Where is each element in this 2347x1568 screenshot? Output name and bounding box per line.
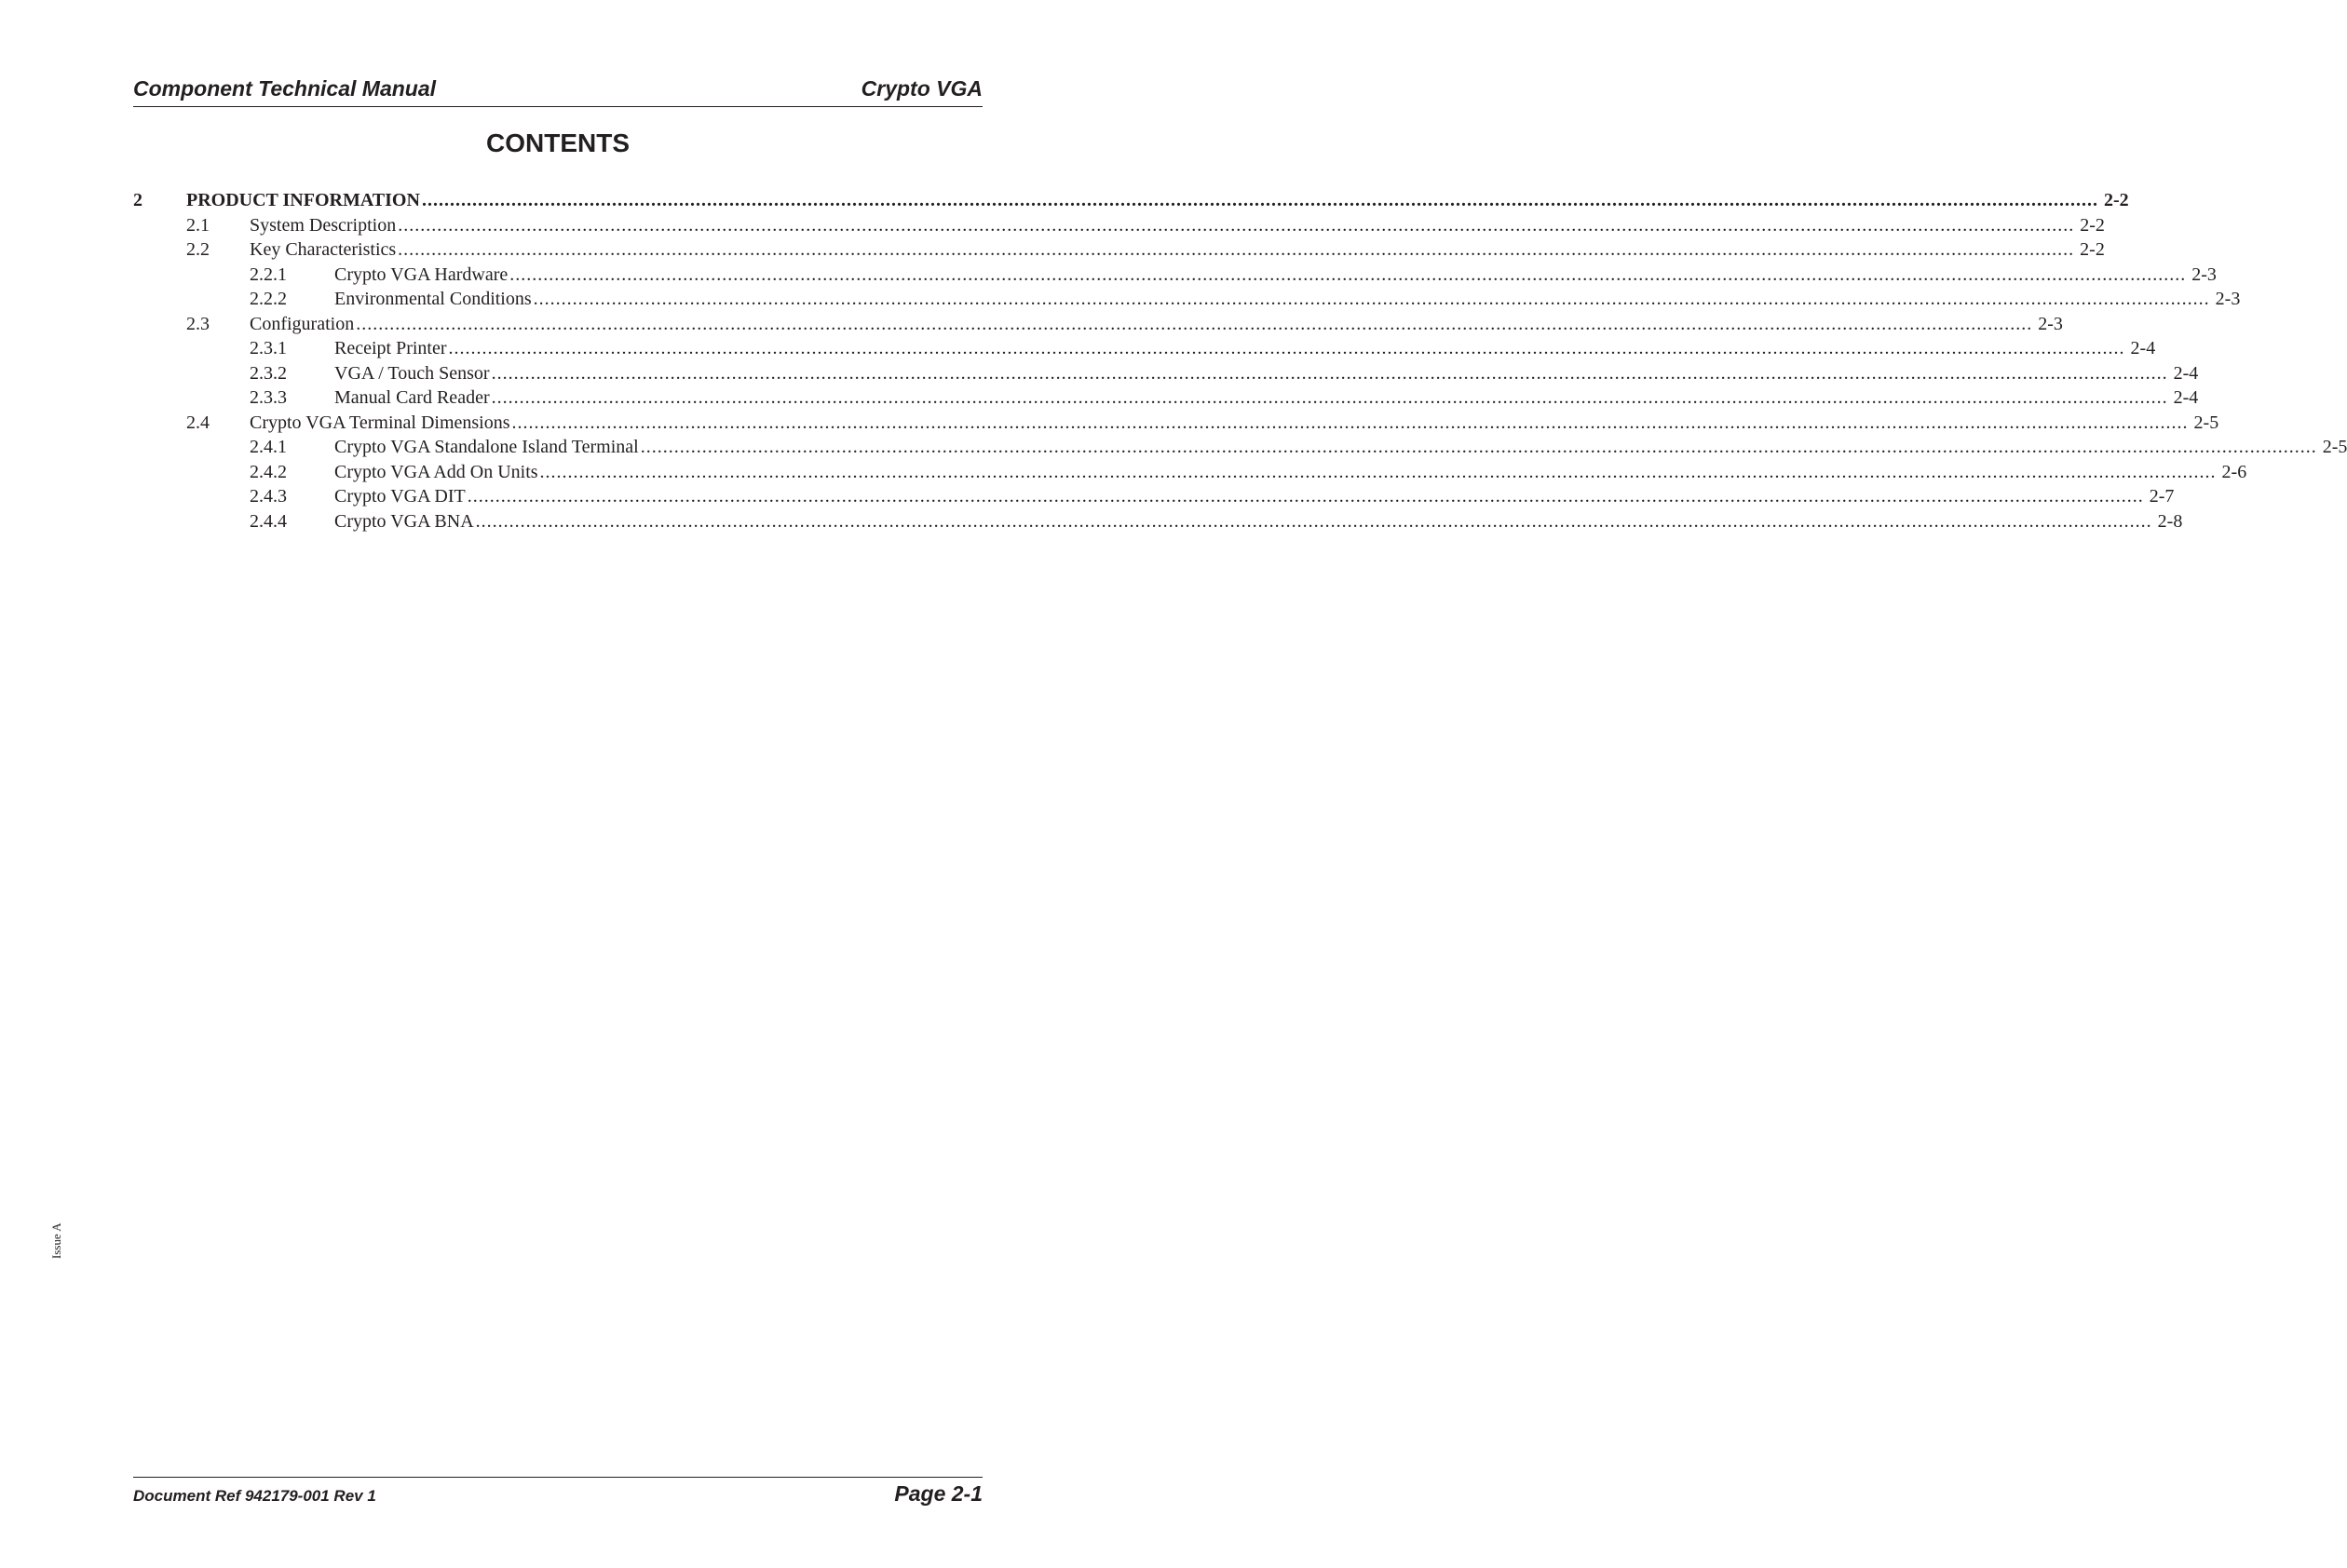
toc-leader-dots: ............................................................................................................................................................................................................................................................................................................ (640, 437, 2317, 457)
toc-entry[interactable] (250, 263, 2217, 287)
toc-leader-dots: ............................................................................................................................................................................................................................................................................................................ (511, 412, 2189, 433)
toc-entry-text (250, 312, 2063, 336)
toc-entry[interactable] (250, 336, 2156, 360)
toc-entry-number: 2 (133, 190, 142, 210)
toc-entry-label: Crypto VGA Hardware (334, 264, 509, 285)
toc-entry[interactable] (186, 237, 2105, 262)
toc-entry-page: 2-3 (2038, 313, 2063, 334)
toc-entry-page: 2-7 (2149, 486, 2175, 507)
toc-entry-number: 2.2.2 (250, 289, 287, 309)
toc-entry[interactable] (250, 361, 2199, 385)
toc-entry[interactable] (250, 509, 2183, 534)
toc-entry-page: 2-2 (2103, 190, 2129, 210)
toc-entry-page: 2-6 (2221, 461, 2247, 482)
toc-entry-label: Environmental Conditions (334, 289, 532, 309)
toc-entry-number: 2.3.2 (250, 362, 287, 384)
toc-entry-text (250, 411, 2219, 435)
toc-entry[interactable] (250, 287, 2241, 311)
toc-entry-number: 2.4 (186, 412, 210, 433)
toc-entry-label: Crypto VGA Standalone Island Terminal (334, 437, 639, 457)
toc-leader-dots: ............................................................................................................................................................................................................................................................................................................ (398, 214, 2075, 236)
toc-entry-page: 2-5 (2193, 412, 2219, 433)
toc-entry-text (334, 484, 2175, 508)
toc-entry-label: Receipt Printer (334, 338, 447, 358)
toc-leader-dots: ............................................................................................................................................................................................................................................................................................................ (533, 289, 2210, 309)
toc-entry-text (186, 188, 2129, 212)
toc-entry-number: 2.4.3 (250, 486, 287, 507)
toc-leader-dots: ............................................................................................................................................................................................................................................................................................................ (356, 313, 2033, 334)
toc-leader-dots: ............................................................................................................................................................................................................................................................................................................ (475, 510, 2152, 532)
issue-note: Issue A (49, 1223, 63, 1259)
toc-entry-number: 2.3 (186, 313, 210, 334)
toc-entry-number: 2.2 (186, 239, 210, 260)
toc-entry[interactable] (186, 213, 2105, 237)
toc-entry-number: 2.3.1 (250, 338, 287, 358)
toc-entry-text (334, 509, 2183, 534)
toc-entry-label: Manual Card Reader (334, 387, 490, 408)
toc-entry[interactable] (250, 484, 2175, 508)
toc-entry-text (250, 213, 2105, 237)
toc-entry-label: VGA / Touch Sensor (334, 362, 490, 384)
toc-entry-page: 2-8 (2157, 510, 2183, 532)
toc-entry-text (334, 263, 2217, 287)
toc-entry-label: System Description (250, 214, 397, 236)
toc-entry[interactable] (250, 460, 2247, 484)
toc-leader-dots: ............................................................................................................................................................................................................................................................................................................ (467, 486, 2144, 507)
toc-entry-text (250, 237, 2105, 262)
toc-entry-label: Key Characteristics (250, 239, 397, 260)
header-product-name: Crypto VGA (861, 76, 983, 101)
toc-leader-dots: ............................................................................................................................................................................................................................................................................................................ (539, 461, 2217, 482)
toc-leader-dots: ............................................................................................................................................................................................................................................................................................................ (448, 338, 2125, 358)
toc-entry-number: 2.4.4 (250, 510, 287, 532)
toc-entry-number: 2.4.1 (250, 437, 287, 457)
page-header (133, 74, 983, 107)
toc-entry-number: 2.3.3 (250, 387, 287, 408)
page-number: Page 2-1 (894, 1481, 983, 1506)
toc-entry-text (334, 361, 2199, 385)
toc-entry-page: 2-5 (2322, 437, 2347, 457)
toc-entry-text (334, 435, 2347, 459)
toc-leader-dots: ............................................................................................................................................................................................................................................................................................................ (509, 264, 2187, 285)
toc-leader-dots: ............................................................................................................................................................................................................................................................................................................ (491, 387, 2168, 408)
toc-entry-page: 2-2 (2080, 239, 2105, 260)
toc-entry-label: Crypto VGA BNA (334, 510, 474, 532)
toc-entry-page: 2-4 (2173, 362, 2199, 384)
toc-entry[interactable] (250, 435, 2347, 459)
document-reference: Document Ref 942179-001 Rev 1 (133, 1487, 376, 1505)
toc-entry-label: Crypto VGA Terminal Dimensions (250, 412, 510, 433)
toc-entry-text (334, 336, 2156, 360)
toc-entry-page: 2-2 (2080, 214, 2105, 236)
toc-entry-page: 2-4 (2173, 387, 2199, 408)
contents-title: CONTENTS (486, 128, 630, 157)
toc-entry[interactable] (133, 188, 2129, 212)
page-footer (133, 1477, 983, 1515)
toc-leader-dots: ............................................................................................................................................................................................................................................................................................................ (421, 190, 2098, 210)
toc-entry-page: 2-4 (2130, 338, 2156, 358)
toc-entry[interactable] (250, 385, 2199, 410)
toc-entry-page: 2-3 (2215, 289, 2241, 309)
header-manual-title: Component Technical Manual (133, 76, 437, 101)
toc-entry[interactable] (186, 411, 2219, 435)
toc-entry-number: 2.2.1 (250, 264, 287, 285)
toc-entry-page: 2-3 (2191, 264, 2217, 285)
toc-entry-label: Crypto VGA Add On Units (334, 461, 538, 482)
toc-entry[interactable] (186, 312, 2063, 336)
toc-entry-text (334, 460, 2247, 484)
toc-entry-text (334, 385, 2199, 410)
toc-entry-number: 2.4.2 (250, 461, 287, 482)
toc-entry-number: 2.1 (186, 214, 210, 236)
toc-entry-text (334, 287, 2241, 311)
toc-entry-label: Configuration (250, 313, 355, 334)
toc-entry-label: PRODUCT INFORMATION (186, 190, 420, 210)
toc-leader-dots: ............................................................................................................................................................................................................................................................................................................ (398, 239, 2075, 260)
toc-entry-label: Crypto VGA DIT (334, 486, 466, 507)
toc-leader-dots: ............................................................................................................................................................................................................................................................................................................ (491, 362, 2168, 384)
